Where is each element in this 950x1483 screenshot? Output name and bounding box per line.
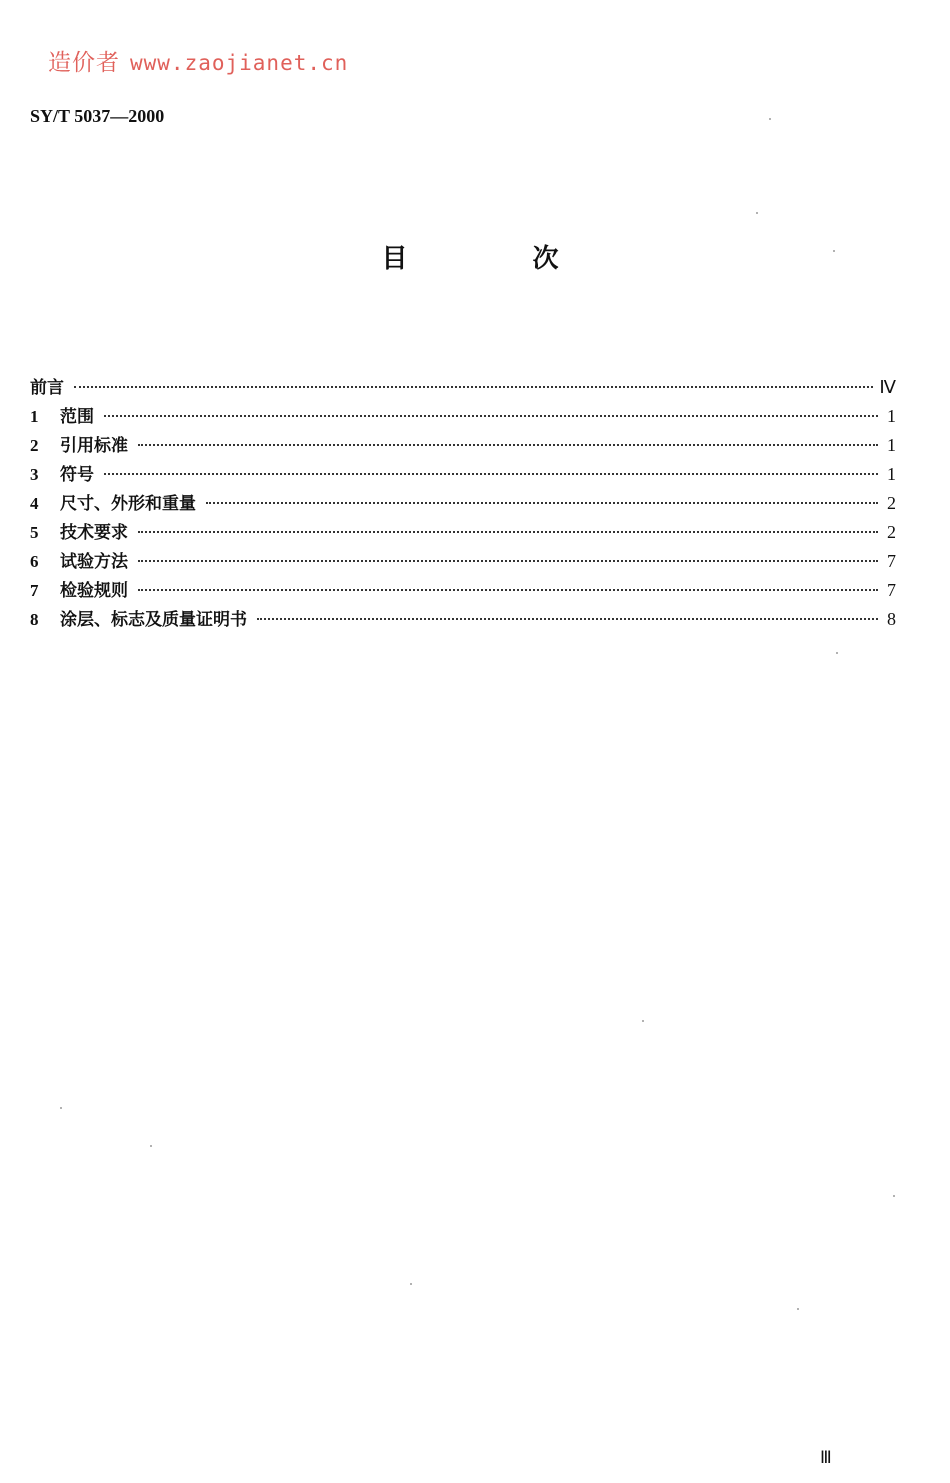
toc-entry-number: 6 [30,552,39,571]
toc-entry-page: 8 [887,609,896,629]
toc-entry-number: 1 [30,407,39,426]
toc-leader-dots [104,415,878,417]
toc-entry-requirements[interactable] [30,518,896,547]
toc-leader-dots [257,618,878,620]
scan-speck [410,1283,412,1285]
toc-entry-title: 范围 [60,407,94,427]
toc-entry-page: 1 [887,435,896,455]
toc-entry-scope[interactable] [30,402,896,431]
scan-speck [769,118,771,120]
toc-entry-title: 尺寸、外形和重量 [60,494,196,514]
scan-speck [797,1308,799,1310]
toc-entry-page: 7 [887,580,896,600]
toc-entry-symbols[interactable] [30,460,896,489]
scan-speck [833,250,835,252]
toc-leader-dots [206,502,878,504]
toc-entry-dimensions[interactable] [30,489,896,518]
toc-entry-inspection-rules[interactable] [30,576,896,605]
toc-entry-title: 涂层、标志及质量证明书 [60,610,247,630]
toc-leader-dots [138,444,878,446]
scan-speck [60,1107,62,1109]
toc-entry-page: 1 [887,406,896,426]
scan-speck [642,1020,644,1022]
toc-entry-references[interactable] [30,431,896,460]
toc-entry-coating-marking[interactable] [30,605,896,634]
toc-entry-title: 符号 [60,465,94,485]
toc-entry-page: Ⅳ [879,377,896,397]
toc-entry-test-methods[interactable] [30,547,896,576]
toc-entry-page: 1 [887,464,896,484]
watermark [48,44,348,77]
toc-leader-dots [138,589,878,591]
toc-entry-page: 7 [887,551,896,571]
toc-entry-number: 2 [30,436,39,455]
toc-leader-dots [138,531,878,533]
toc-leader-dots [138,560,878,562]
table-of-contents [30,373,896,634]
scan-speck [150,1145,152,1147]
toc-entry-number: 4 [30,494,39,513]
page-number: Ⅲ [820,1448,832,1467]
toc-entry-page: 2 [887,522,896,542]
standard-code: SY/T 5037—2000 [30,106,165,126]
toc-title: 目 次 [381,244,617,274]
toc-entry-title: 技术要求 [60,523,128,543]
toc-entry-foreword[interactable] [30,373,896,402]
toc-entry-page: 2 [887,493,896,513]
scan-speck [836,652,838,654]
toc-entry-number: 8 [30,610,39,629]
toc-leader-dots [74,386,873,388]
watermark-brand: 造价者 [48,50,120,76]
scan-speck [756,212,758,214]
toc-entry-title: 引用标准 [60,436,128,456]
toc-entry-number: 7 [30,581,39,600]
scan-speck [893,1195,895,1197]
watermark-url: www.zaojianet.cn [130,51,349,75]
toc-entry-number: 5 [30,523,39,542]
toc-entry-number: 3 [30,465,39,484]
toc-leader-dots [104,473,878,475]
toc-entry-title: 试验方法 [60,552,128,572]
toc-entry-title: 检验规则 [60,581,128,601]
toc-entry-title: 前言 [30,378,64,398]
